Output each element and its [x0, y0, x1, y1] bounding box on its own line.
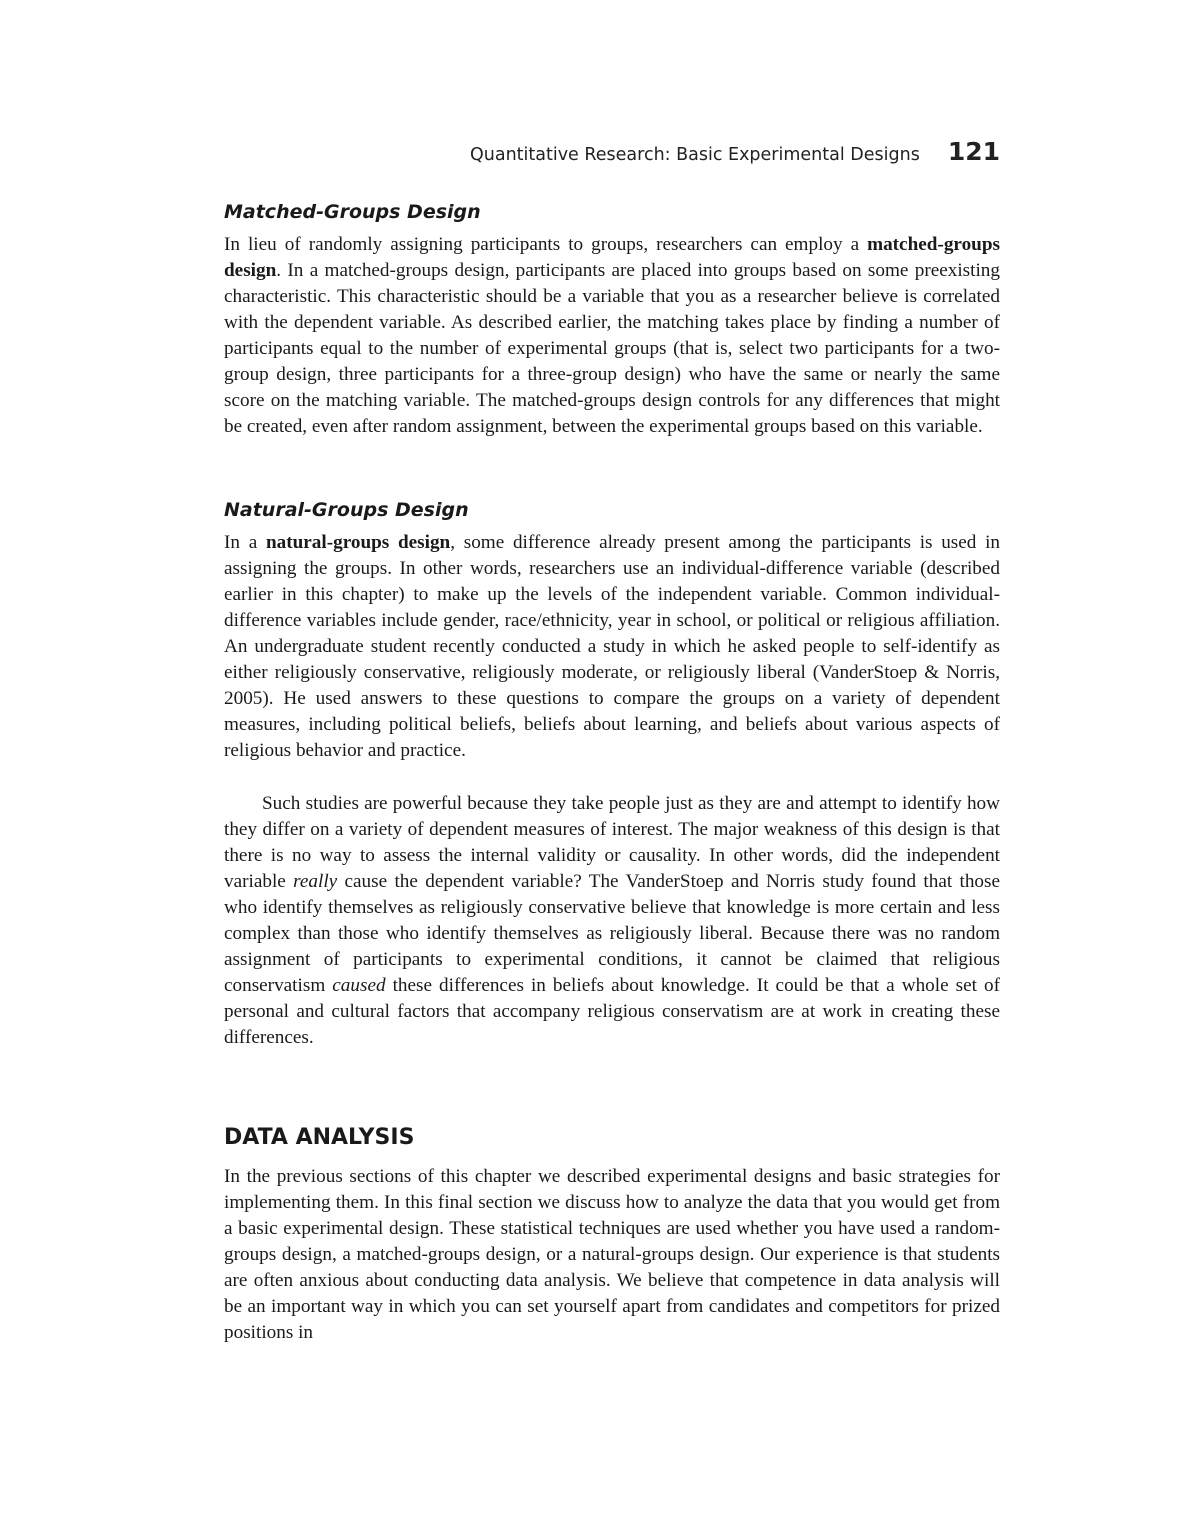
key-term: natural-groups design: [265, 532, 451, 553]
text-run: In lieu of randomly assigning participants to groups, researchers can employ a: [224, 234, 868, 255]
natural-groups-paragraph-2: [224, 791, 1000, 1051]
emphasis: caused: [332, 975, 386, 996]
emphasis: really: [293, 871, 338, 892]
natural-groups-paragraph-1: [224, 530, 1000, 764]
natural-groups-heading: Natural-Groups Design: [224, 499, 469, 521]
text-run: cause the dependent variable? The VanderStoep and Norris study found that those who identify themselves as religiously conservative believe that knowledge is more certain and less complex than those who identify themselves as religiously liberal. Because there was no random assignment of participants to experimental conditions, it cannot be claimed that religious conservatism: [224, 871, 1001, 996]
text-run: , some difference already present among the participants is used in assigning the groups. In other words, researchers use an individual-difference variable (described earlier in this chapter) to make up the levels of the independent variable. Common individual-difference variables include gender, race/ethnicity, year in school, or political or religious affiliation. An undergraduate student recently conducted a study in which he asked people to self-identify as either religiously conservative, religiously moderate, or religiously liberal (VanderStoep & Norris, 2005). He used answers to these questions to compare the groups on a variety of dependent measures, including political beliefs, beliefs about learning, and beliefs about various aspects of religious behavior and practice.: [224, 532, 1001, 761]
text-run: . In a matched-groups design, participants are placed into groups based on some preexisting characteristic. This characteristic should be a variable that you as a researcher believe is correlated with the dependent variable. As described earlier, the matching takes place by finding a number of participants equal to the number of experimental groups (that is, select two participants for a two-group design, three participants for a three-group design) who have the same or nearly the same score on the matching variable. The matched-groups design controls for any differences that might be created, even after random assignment, between the experimental groups based on this variable.: [224, 260, 1000, 437]
running-title: Quantitative Research: Basic Experimental Designs: [469, 145, 920, 165]
text-run: In a: [224, 532, 266, 553]
running-header: [224, 137, 1000, 166]
data-analysis-heading: DATA ANALYSIS: [224, 1125, 415, 1150]
matched-groups-heading: Matched-Groups Design: [224, 201, 481, 223]
text-run: Such studies are powerful because they take people just as they are and attempt to identify how they differ on a variety of dependent measures of interest. The major weakness of this design is that there is no way to assess the internal validity or causality. In other words, did the independent variable: [224, 793, 1000, 892]
key-term: matched-groups design: [224, 234, 1000, 281]
page-number: 121: [947, 137, 1000, 166]
data-analysis-paragraph: In the previous sections of this chapter we described experimental designs and basic strategies for implementing them. In this final section we discuss how to analyze the data that you would get from a basic experimental design. These statistical techniques are used whether you have used a random-groups design, a matched-groups design, or a natural-groups design. Our experience is that students are often anxious about conducting data analysis. We believe that competence in data analysis will be an important way in which you can set yourself apart from candidates and competitors for prized positions in: [224, 1166, 1000, 1343]
matched-groups-paragraph: [224, 232, 1000, 440]
text-run: these differences in beliefs about knowledge. It could be that a whole set of personal and cultural factors that accompany religious conservatism are at work in creating these differences.: [224, 975, 1000, 1048]
